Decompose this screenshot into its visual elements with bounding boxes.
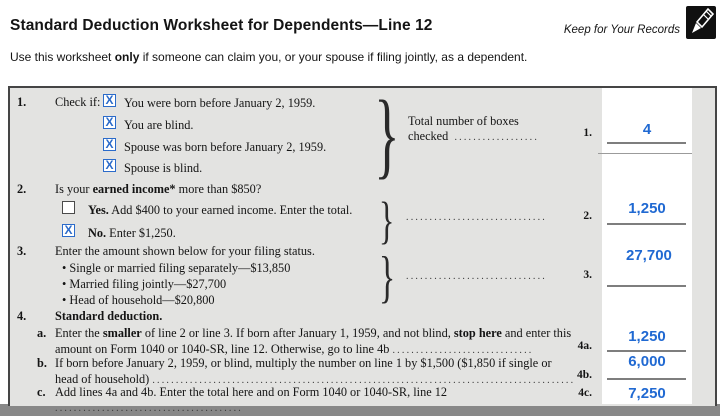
instruction-post: if someone can claim you, or your spouse if filing jointly, as a dependent. (139, 50, 528, 64)
instruction-bold: only (114, 50, 140, 64)
worksheet-instruction (10, 50, 527, 64)
line2-question: Is your earned income* more than $850? (55, 182, 262, 196)
leader-dots: .............................. (406, 212, 547, 223)
line4-label: Standard deduction. (55, 309, 163, 323)
line1-brace: } (374, 82, 400, 188)
line4b-entry-rule (607, 378, 686, 380)
checkbox-label: Spouse was born before January 2, 1959. (124, 140, 327, 154)
line4c-letter: c. (37, 385, 46, 399)
line1-result-label: Total number of boxes checked .................. (408, 114, 540, 143)
line2-brace: } (379, 191, 395, 249)
line1-value[interactable]: 4 (642, 121, 652, 138)
leader-dots: .............................. (392, 344, 534, 356)
filing-status-option: • Married filing jointly—$27,700 (62, 277, 226, 292)
line3-ref: 3. (583, 269, 592, 281)
checkbox-label: You are blind. (124, 118, 194, 132)
checkbox-yes[interactable] (62, 201, 75, 214)
line1-label: Check if: (55, 95, 101, 109)
line2-entry-rule (607, 223, 686, 225)
line4a-entry-rule (607, 350, 686, 352)
line3-value[interactable]: 27,700 (626, 247, 672, 264)
line1-entry-rule (607, 142, 686, 144)
line1-ref: 1. (583, 127, 592, 139)
line4b-value[interactable]: 6,000 (628, 353, 666, 370)
line4b-ref: 4b. (576, 369, 592, 381)
line4-number: 4. (17, 309, 27, 323)
leader-dots: .............................. (406, 271, 547, 282)
leader-dots: ........................................ (55, 403, 243, 414)
line4c-text: Add lines 4a and 4b. Enter the total here and on Form 1040 or 1040-SR, line 12 ........................................ (55, 385, 448, 414)
leader-dots: .................. (454, 132, 540, 143)
line4a-value[interactable]: 1,250 (628, 328, 666, 345)
checkbox-label: Spouse is blind. (124, 161, 203, 175)
line4b-text: If born before January 2, 1959, or blind, multiply the number on line 1 by $1,500 ($1,850 if single or head of household) .......................................................................................... (55, 356, 576, 386)
line4b-letter: b. (37, 356, 47, 370)
checkbox-spouse-blind[interactable] (103, 159, 116, 172)
line3-label: Enter the amount shown below for your filing status. (55, 244, 315, 258)
line2-number: 2. (17, 182, 27, 196)
checkbox-you-born-before-1959[interactable] (103, 94, 116, 107)
line2-no-label: No. Enter $1,250. (88, 226, 176, 240)
line4a-ref: 4a. (577, 340, 592, 352)
filing-status-option: • Single or married filing separately—$13,850 (62, 261, 290, 276)
checkbox-spouse-born-before-1959[interactable] (103, 138, 116, 151)
line4a-text: Enter the smaller of line 2 or line 3. If born after January 1, 1959, and not blind, stop here and enter this amount on Form 1040 or 1040-SR, line 12. Otherwise, go to line 4b .............................. (55, 326, 572, 356)
instruction-pre: Use this worksheet (10, 50, 115, 64)
pencil-icon (686, 6, 716, 44)
line4c-ref: 4c. (578, 387, 592, 399)
line3-entry-rule (607, 285, 686, 287)
checkbox-you-blind[interactable] (103, 116, 116, 129)
line2-yes-label: Yes. Add $400 to your earned income. Enter the total. (88, 203, 353, 217)
line1-row-rule (598, 153, 692, 154)
line3-number: 3. (17, 244, 27, 258)
line4a-letter: a. (37, 326, 47, 340)
checkbox-no[interactable] (62, 224, 75, 237)
page-title: Standard Deduction Worksheet for Dependents—Line 12 (10, 17, 433, 34)
line2-ref: 2. (583, 210, 592, 222)
filing-status-option: • Head of household—$20,800 (62, 293, 215, 308)
line3-brace: } (378, 246, 396, 310)
line4c-value[interactable]: 7,250 (628, 385, 666, 402)
checkbox-label: You were born before January 2, 1959. (124, 96, 316, 110)
line1-number: 1. (17, 95, 27, 109)
leader-dots: .......................................................................................... (152, 374, 576, 386)
keep-for-records-label: Keep for Your Records (563, 24, 680, 36)
line2-value[interactable]: 1,250 (628, 200, 666, 217)
